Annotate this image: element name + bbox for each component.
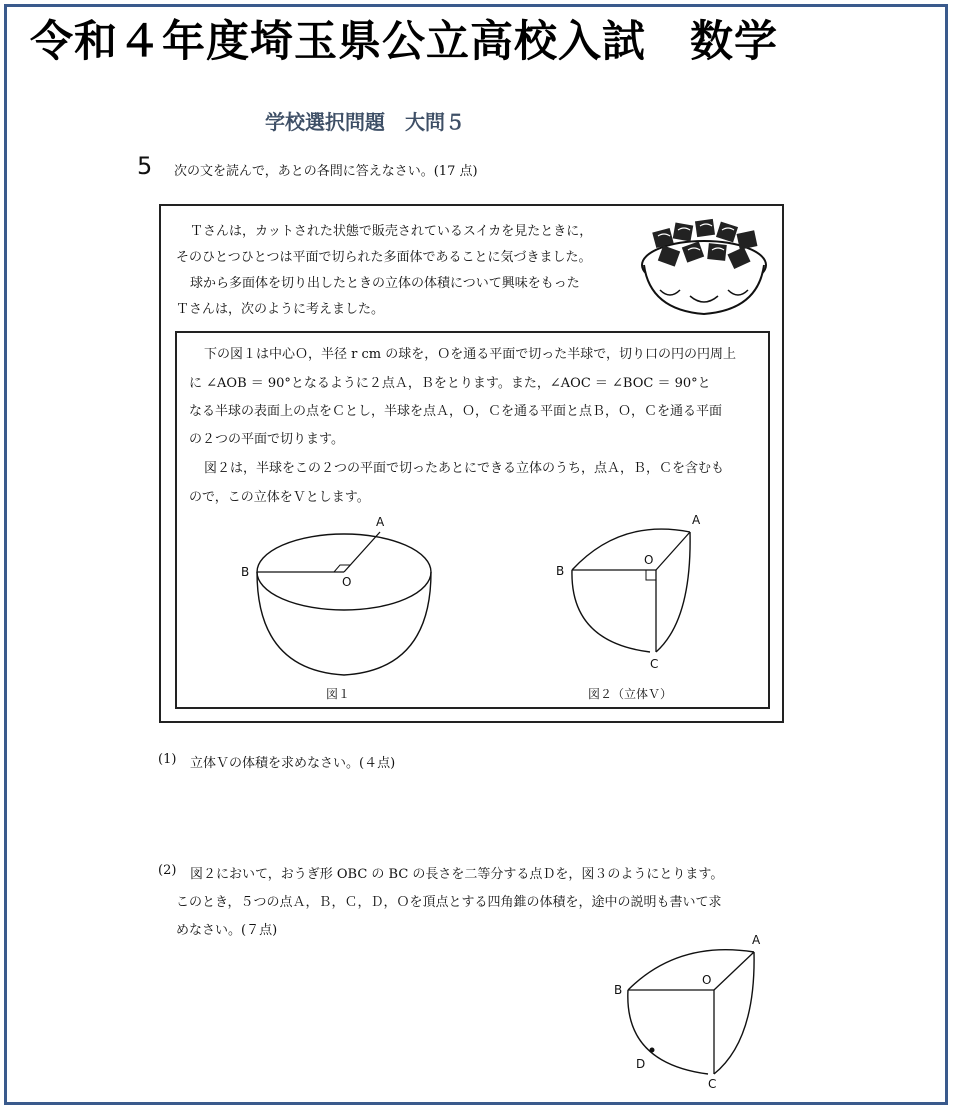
question-2-line-2: このとき，５つの点Ａ，Ｂ，Ｃ，Ｄ，Ｏを頂点とする四角錐の体積を，途中の説明も書いて求 (176, 895, 722, 910)
label-D: D (636, 1057, 646, 1071)
question-number: 5 (137, 152, 153, 180)
question-2-number: (2) (158, 863, 177, 878)
figure-2-caption: 図２（立体Ｖ） (588, 687, 673, 701)
label-O: O (644, 553, 654, 567)
story-line: そのひとつひとつは平面で切られた多面体であることに気づきました。 (176, 250, 592, 265)
label-O: O (702, 973, 712, 987)
question-1-text: 立体Ｖの体積を求めなさい。(４点) (190, 756, 396, 771)
figure-2-solid-v (550, 510, 720, 680)
label-C: C (650, 657, 659, 671)
label-B: B (241, 565, 250, 579)
label-B: B (556, 564, 565, 578)
label-A: A (692, 513, 701, 527)
figure-1-caption: 図１ (326, 687, 351, 701)
label-A: A (752, 933, 761, 947)
question-1-number: (1) (158, 752, 177, 767)
consideration-line: ので，この立体をＶとします。 (189, 490, 370, 505)
label-A: A (376, 515, 385, 529)
consideration-line: 図２は，半球をこの２つの平面で切ったあとにできる立体のうち，点Ａ，Ｂ，Ｃを含むも (204, 461, 725, 476)
figure-3-solid (606, 928, 776, 1098)
watermelon-bowl-illustration (640, 210, 768, 320)
figure-1-hemisphere (230, 510, 450, 690)
label-O: O (342, 575, 352, 589)
question-2-line-3: めなさい。(７点) (176, 923, 278, 938)
question-2-line-1: 図２において，おうぎ形 OBC の BC の長さを二等分する点Ｄを，図３のようにとります。 (190, 867, 724, 882)
story-line: Ｔさんは，カットされた状態で販売されているスイカを見たときに， (190, 224, 593, 239)
label-B: B (614, 983, 623, 997)
page-title: 令和４年度埼玉県公立高校入試 数学 (30, 17, 778, 67)
story-line: 球から多面体を切り出したときの立体の体積について興味をもった (190, 276, 580, 291)
page-subtitle: 学校選択問題 大問５ (265, 110, 465, 134)
consideration-line: に ∠AOB ＝ 90°となるように２点Ａ，Ｂをとります。また，∠AOC ＝ ∠BOC ＝ 90°と (189, 376, 711, 391)
consideration-line: なる半球の表面上の点をＣとし，半球を点Ａ，Ｏ，Ｃを通る平面と点Ｂ，Ｏ，Ｃを通る平面 (189, 404, 723, 419)
label-C: C (708, 1077, 717, 1091)
story-line: Ｔさんは，次のように考えました。 (176, 302, 385, 317)
question-intro: 次の文を読んで，あとの各問に答えなさい。(17 点) (174, 164, 478, 179)
consideration-line: の２つの平面で切ります。 (189, 432, 344, 447)
consideration-line: 下の図１は中心Ｏ，半径 r cm の球を，Ｏを通る平面で切った半球で，切り口の円の円周上 (204, 347, 736, 362)
